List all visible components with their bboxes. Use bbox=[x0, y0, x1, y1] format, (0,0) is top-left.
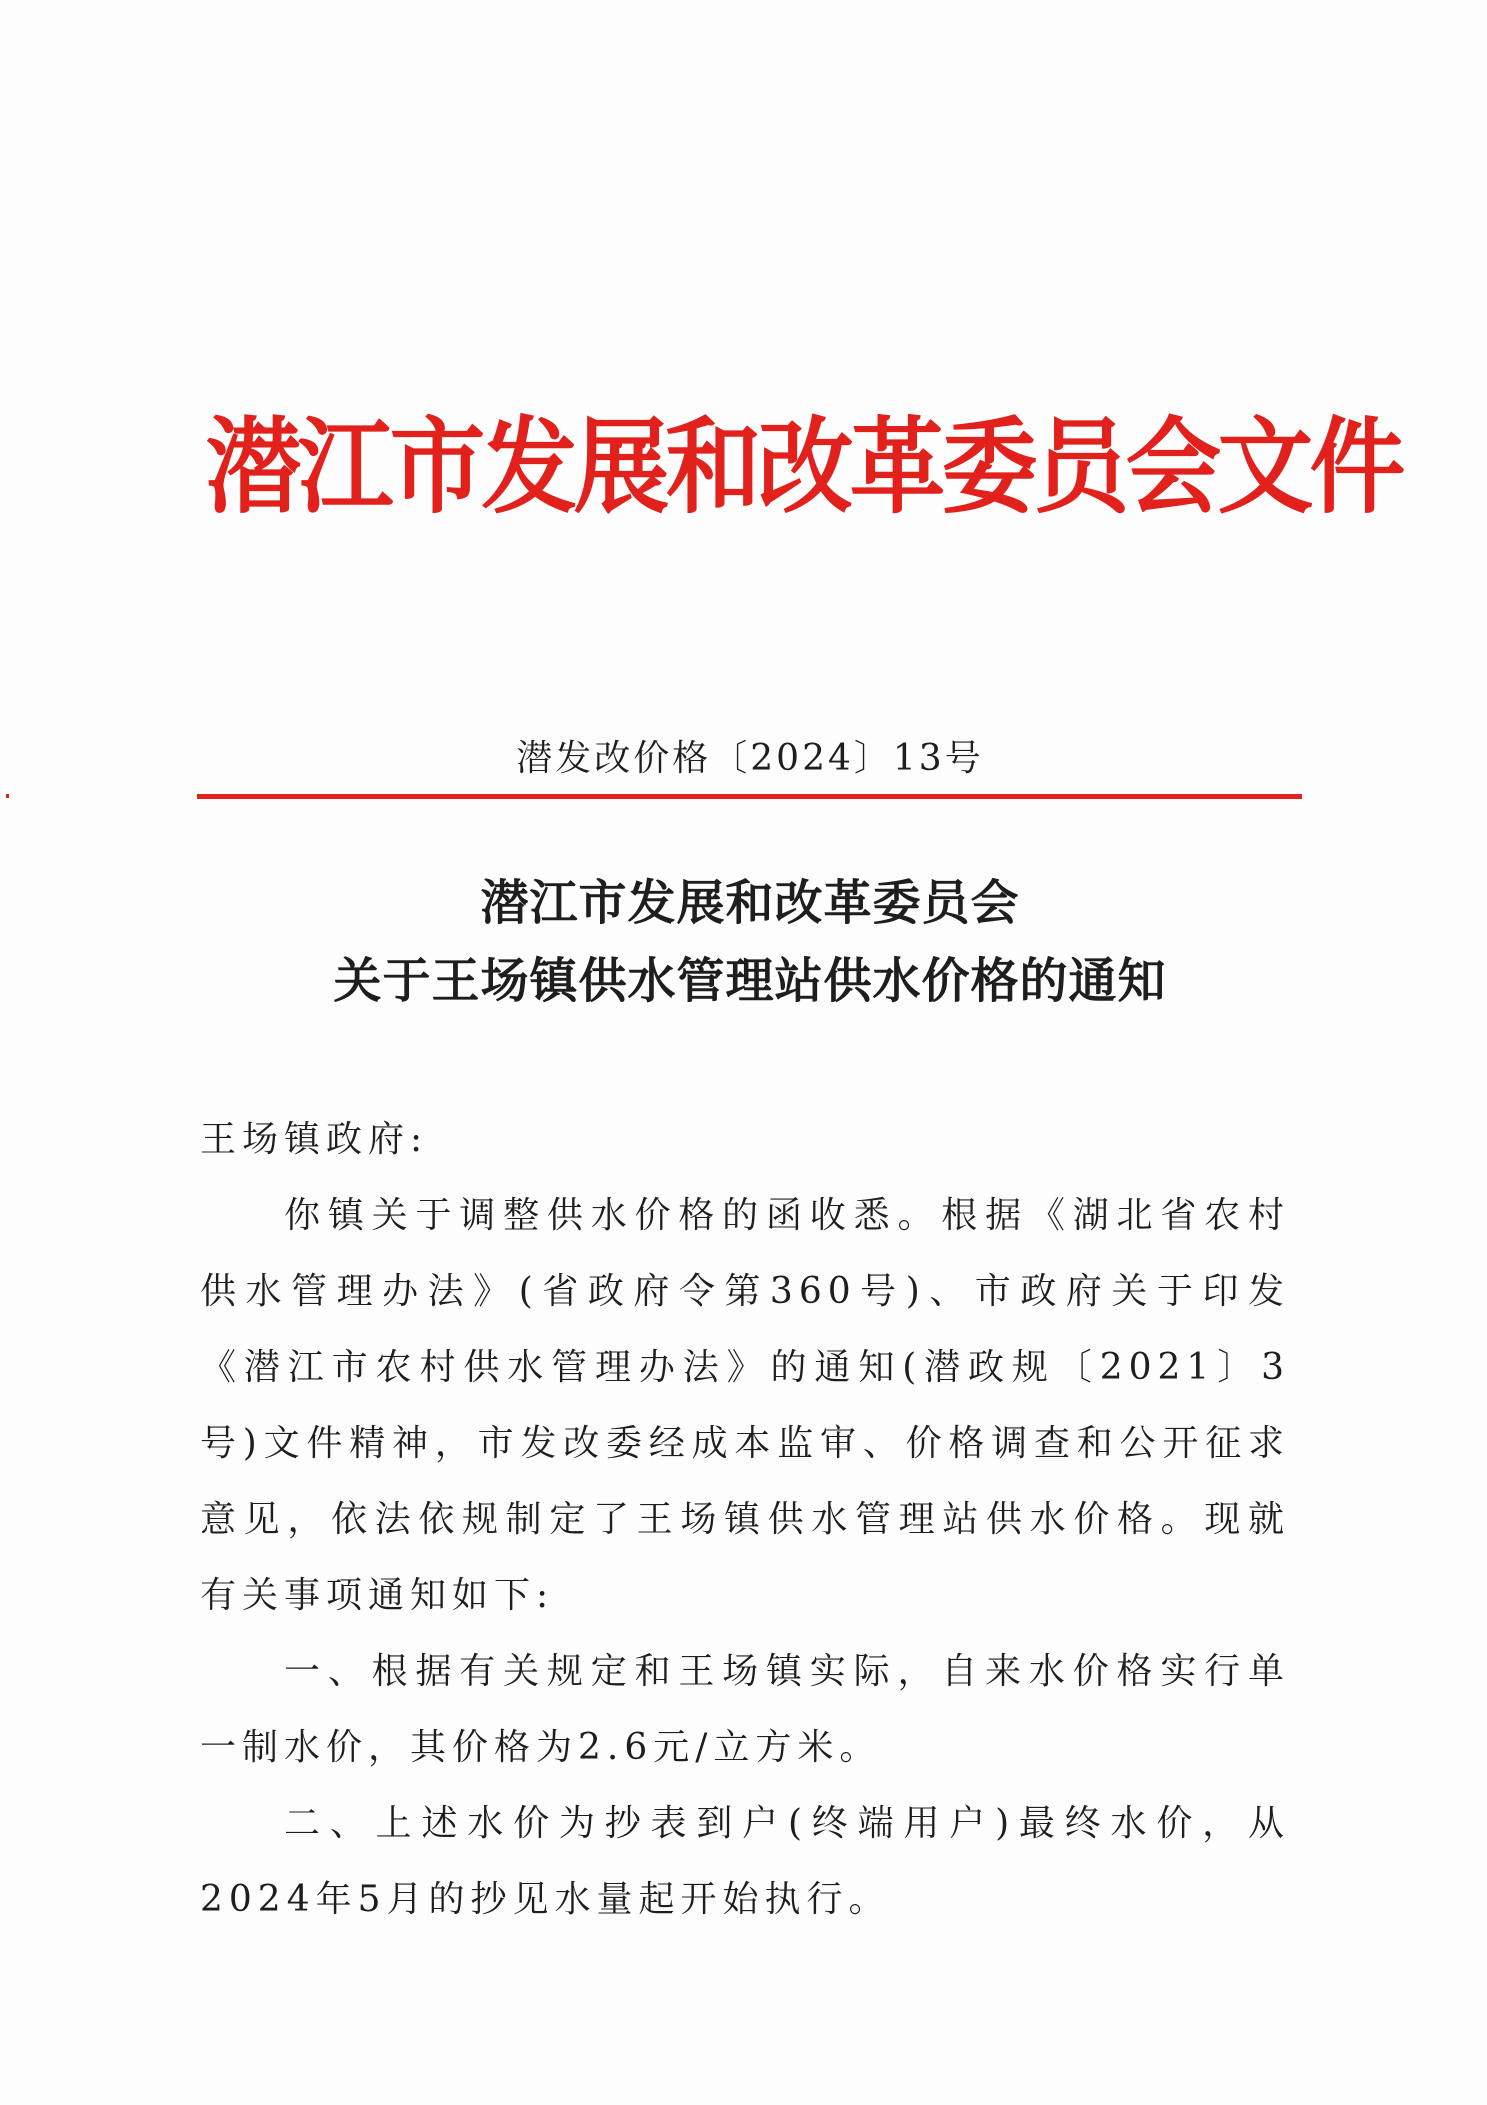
notice-title-line1: 潜江市发展和改革委员会 bbox=[480, 875, 1020, 931]
body-paragraph: 你镇关于调整供水价格的函收悉。根据《湖北省农村供水管理办法》(省政府令第360号)、市政府关于印发《潜江市农村供水管理办法》的通知(潜政规〔2021〕3号)文件精神，市发改委经成本监审、价格调查和公开征求意见，依法依规制定了王场镇供水管理站供水价格。现就有关事项通知如下: bbox=[200, 1195, 1290, 1616]
masthead-title: 潜江市发展和改革委员会文件 bbox=[205, 405, 1402, 528]
notice-title-line2: 关于王场镇供水管理站供水价格的通知 bbox=[333, 953, 1167, 1009]
document-number: 潜发改价格〔2024〕13号 bbox=[516, 738, 984, 779]
notice-body bbox=[200, 1102, 1290, 1938]
notice-title bbox=[200, 864, 1300, 1020]
body-paragraph: 一、根据有关规定和王场镇实际，自来水价格实行单一制水价，其价格为2.6元/立方米。 bbox=[200, 1651, 1290, 1768]
red-divider-line bbox=[197, 794, 1302, 799]
salutation: 王场镇政府: bbox=[200, 1119, 429, 1160]
scan-speck bbox=[6, 794, 9, 798]
body-paragraph: 二、上述水价为抄表到户(终端用户)最终水价，从2024年5月的抄见水量起开始执行。 bbox=[200, 1803, 1290, 1920]
